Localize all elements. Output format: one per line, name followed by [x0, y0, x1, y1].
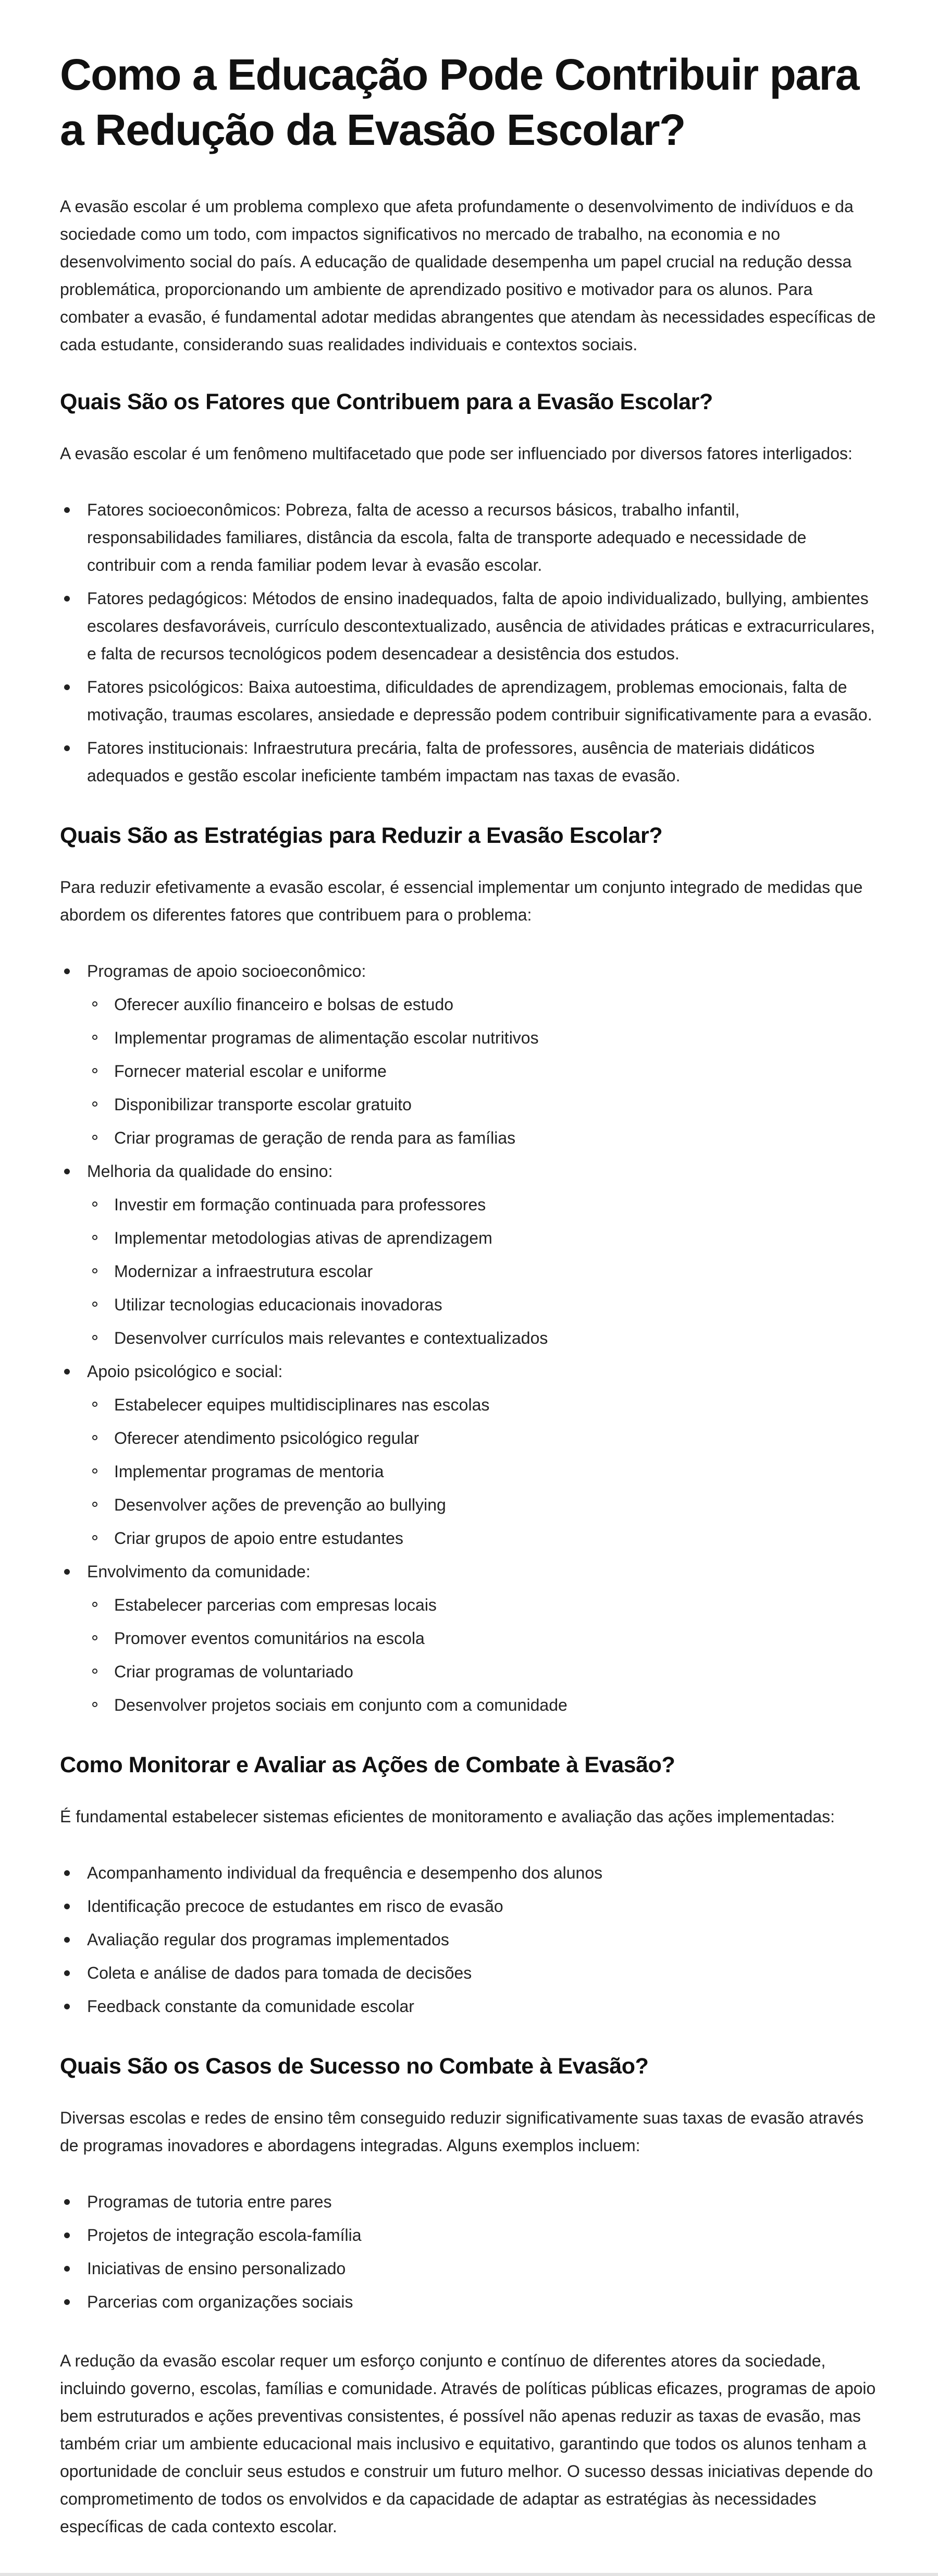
list-item: Criar grupos de apoio entre estudantes — [114, 1525, 878, 1552]
sublist-qualidade-ensino — [87, 1191, 878, 1352]
article — [60, 47, 878, 2569]
list-item: Coleta e análise de dados para tomada de decisões — [87, 1959, 878, 1987]
list-item: Desenvolver currículos mais relevantes e contextualizados — [114, 1324, 878, 1352]
list-group-label: Programas de apoio socioeconômico: — [87, 962, 366, 980]
list-item: Investir em formação continuada para professores — [114, 1191, 878, 1219]
section-heading-estrategias: Quais São as Estratégias para Reduzir a Evasão Escolar? — [60, 823, 663, 848]
list-item: Oferecer atendimento psicológico regular — [114, 1425, 878, 1452]
list-casos-sucesso — [60, 2188, 878, 2316]
list-item: Fatores psicológicos: Baixa autoestima, dificuldades de aprendizagem, problemas emocionais, falta de motivação, traumas escolares, ansiedade e depressão podem contribuir significativamente para a evasão. — [87, 673, 878, 729]
list-item: Identificação precoce de estudantes em risco de evasão — [87, 1893, 878, 1920]
list-item: Modernizar a infraestrutura escolar — [114, 1258, 878, 1285]
list-item: Implementar programas de alimentação escolar nutritivos — [114, 1024, 878, 1052]
list-item: Fatores socioeconômicos: Pobreza, falta de acesso a recursos básicos, trabalho infantil, responsabilidades familiares, distância da escola, falta de transporte adequado e necessidade de contribuir com a renda familiar podem levar à evasão escolar. — [87, 496, 878, 579]
list-item: Criar programas de voluntariado — [114, 1658, 878, 1686]
page-title: Como a Educação Pode Contribuir para a Redução da Evasão Escolar? — [60, 50, 859, 154]
list-estrategias — [60, 958, 878, 1719]
sublist-apoio-psicologico — [87, 1391, 878, 1552]
section-paragraph-fatores: A evasão escolar é um fenômeno multifacetado que pode ser influenciado por diversos fatores interligados: — [60, 444, 853, 463]
list-group-label: Envolvimento da comunidade: — [87, 1562, 311, 1581]
section-paragraph-estrategias: Para reduzir efetivamente a evasão escolar, é essencial implementar um conjunto integrado de medidas que abordem os diferentes fatores que contribuem para o problema: — [60, 878, 863, 924]
list-group-socioeconomico — [87, 958, 878, 1152]
list-item: Fornecer material escolar e uniforme — [114, 1058, 878, 1085]
conclusion-paragraph: A redução da evasão escolar requer um esforço conjunto e contínuo de diferentes atores da sociedade, incluindo governo, escolas, famílias e comunidade. Através de políticas públicas eficazes, programas de apoio bem estruturados e ações preventivas consistentes, é possível não apenas reduzir as taxas de evasão, mas também criar um ambiente educacional mais inclusivo e equitativo, garantindo que todos os alunos tenham a oportunidade de concluir seus estudos e construir um futuro melhor. O sucesso dessas iniciativas depende do comprometimento de todos os envolvidos e da capacidade de adaptar as estratégias às necessidades específicas de cada contexto escolar. — [60, 2351, 876, 2536]
list-item: Fatores institucionais: Infraestrutura precária, falta de professores, ausência de materiais didáticos adequados e gestão escolar ineficiente também impactam nas taxas de evasão. — [87, 734, 878, 790]
section-heading-casos-sucesso: Quais São os Casos de Sucesso no Combate à Evasão? — [60, 2054, 649, 2079]
list-item: Feedback constante da comunidade escolar — [87, 1993, 878, 2020]
list-item: Implementar metodologias ativas de aprendizagem — [114, 1224, 878, 1252]
list-group-qualidade-ensino — [87, 1158, 878, 1352]
list-group-label: Apoio psicológico e social: — [87, 1362, 283, 1381]
list-item: Implementar programas de mentoria — [114, 1458, 878, 1486]
sublist-comunidade — [87, 1591, 878, 1719]
list-item: Fatores pedagógicos: Métodos de ensino inadequados, falta de apoio individualizado, bullying, ambientes escolares desfavoráveis, currículo descontextualizado, ausência de atividades práticas e extracurriculares, e falta de recursos tecnológicos podem desencadear a desistência dos estudos. — [87, 585, 878, 668]
list-item: Estabelecer parcerias com empresas locais — [114, 1591, 878, 1619]
list-item: Promover eventos comunitários na escola — [114, 1625, 878, 1652]
section-paragraph-monitorar: É fundamental estabelecer sistemas eficientes de monitoramento e avaliação das ações implementadas: — [60, 1807, 835, 1826]
list-item: Utilizar tecnologias educacionais inovadoras — [114, 1291, 878, 1319]
list-item: Disponibilizar transporte escolar gratuito — [114, 1091, 878, 1119]
list-group-apoio-psicologico — [87, 1358, 878, 1552]
list-group-comunidade — [87, 1558, 878, 1719]
bottom-divider — [0, 2573, 938, 2576]
list-item: Iniciativas de ensino personalizado — [87, 2255, 878, 2283]
sublist-socioeconomico — [87, 991, 878, 1152]
intro-paragraph: A evasão escolar é um problema complexo que afeta profundamente o desenvolvimento de indivíduos e da sociedade como um todo, com impactos significativos no mercado de trabalho, na economia e no desenvolvimento social do país. A educação de qualidade desempenha um papel crucial na redução dessa problemática, proporcionando um ambiente de aprendizado positivo e motivador para os alunos. Para combater a evasão, é fundamental adotar medidas abrangentes que atendam às necessidades específicas de cada estudante, considerando suas realidades individuais e contextos sociais. — [60, 197, 876, 354]
list-item: Oferecer auxílio financeiro e bolsas de estudo — [114, 991, 878, 1019]
list-item: Projetos de integração escola-família — [87, 2222, 878, 2249]
section-paragraph-casos-sucesso: Diversas escolas e redes de ensino têm conseguido reduzir significativamente suas taxas de evasão através de programas inovadores e abordagens integradas. Alguns exemplos incluem: — [60, 2108, 864, 2155]
list-item: Desenvolver ações de prevenção ao bullying — [114, 1491, 878, 1519]
section-heading-fatores: Quais São os Fatores que Contribuem para a Evasão Escolar? — [60, 389, 713, 414]
list-item: Avaliação regular dos programas implementados — [87, 1926, 878, 1954]
list-item: Parcerias com organizações sociais — [87, 2288, 878, 2316]
list-item: Programas de tutoria entre pares — [87, 2188, 878, 2216]
list-item: Acompanhamento individual da frequência e desempenho dos alunos — [87, 1859, 878, 1887]
list-monitorar — [60, 1859, 878, 2020]
list-item: Criar programas de geração de renda para as famílias — [114, 1124, 878, 1152]
section-heading-monitorar: Como Monitorar e Avaliar as Ações de Combate à Evasão? — [60, 1752, 675, 1777]
list-fatores — [60, 496, 878, 790]
list-item: Estabelecer equipes multidisciplinares nas escolas — [114, 1391, 878, 1419]
list-item: Desenvolver projetos sociais em conjunto com a comunidade — [114, 1691, 878, 1719]
list-group-label: Melhoria da qualidade do ensino: — [87, 1162, 333, 1181]
